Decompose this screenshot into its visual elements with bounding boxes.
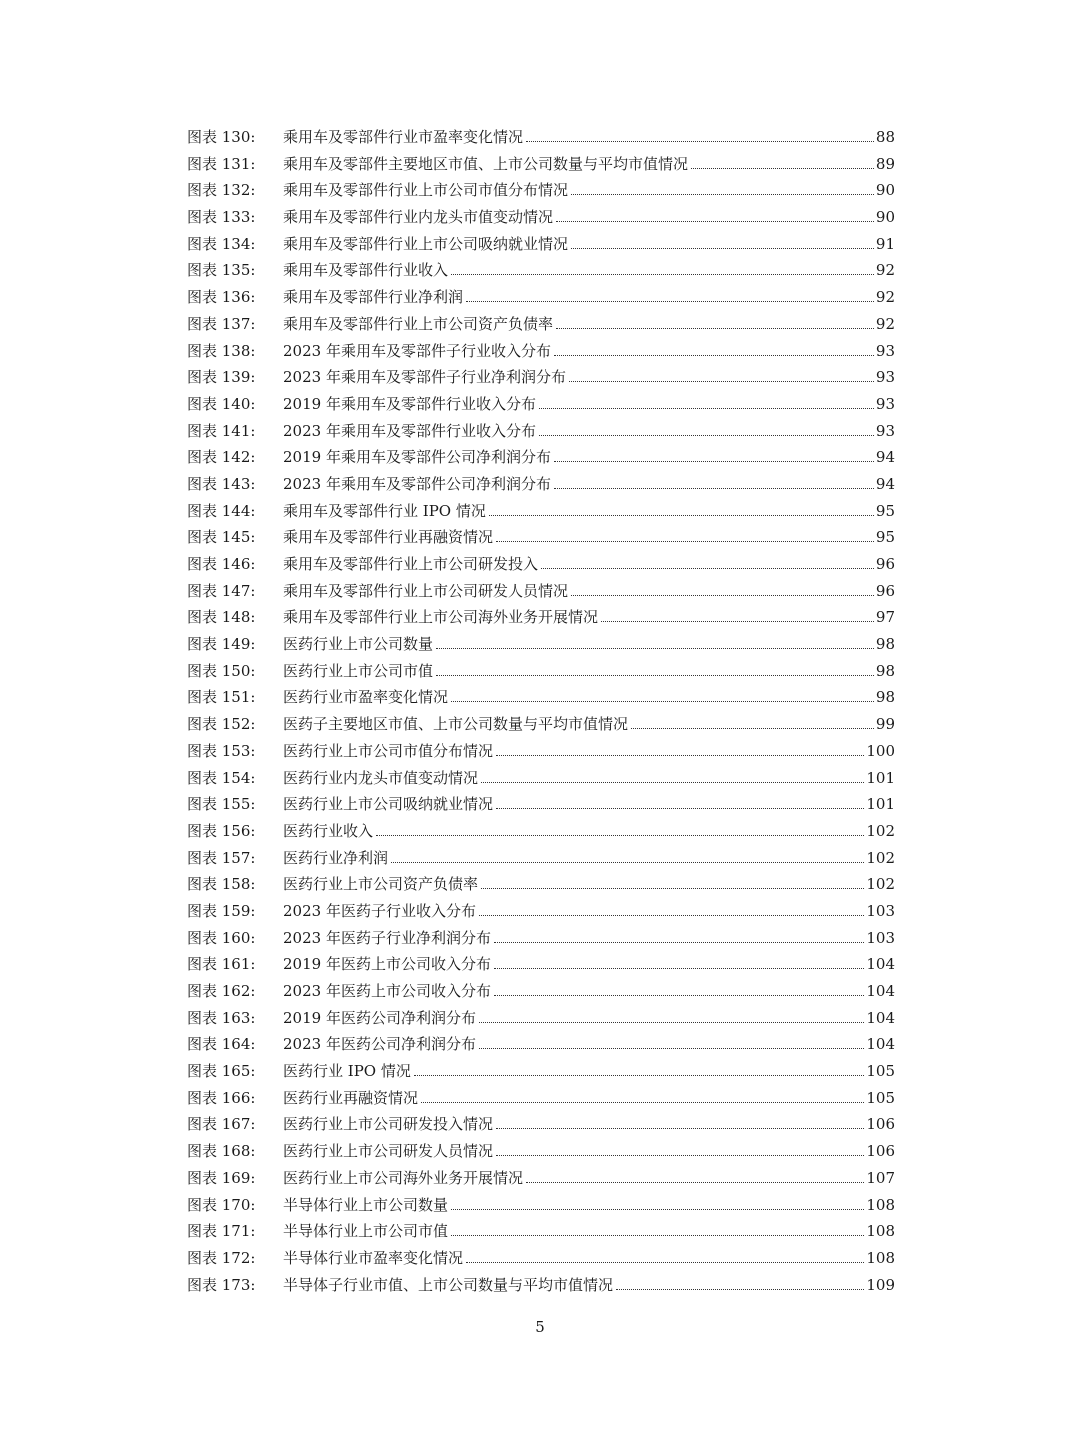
- toc-entry[interactable]: [187, 1218, 895, 1245]
- toc-entry[interactable]: [187, 551, 895, 578]
- toc-entry-title: 乘用车及零部件行业上市公司市值分布情况: [283, 181, 569, 200]
- toc-dot-leader: [691, 168, 874, 169]
- toc-entry-label: 图表 133:: [187, 208, 256, 227]
- toc-dot-leader: [494, 968, 864, 969]
- toc-entry-title: 乘用车及零部件行业 IPO 情况: [283, 501, 486, 520]
- toc-entry-title: 乘用车及零部件行业上市公司研发人员情况: [283, 581, 569, 600]
- toc-entry[interactable]: [187, 1165, 895, 1192]
- toc-entry-label: 图表 163:: [187, 1008, 256, 1027]
- toc-entry-title: 乘用车及零部件行业上市公司资产负债率: [283, 314, 554, 333]
- toc-dot-leader: [479, 1048, 864, 1049]
- toc-entry[interactable]: [187, 418, 895, 445]
- toc-entry-page: 104: [866, 955, 895, 974]
- toc-entry[interactable]: [187, 871, 895, 898]
- toc-dot-leader: [421, 1102, 864, 1103]
- toc-dot-leader: [414, 1075, 865, 1076]
- toc-entry-page: 102: [866, 875, 895, 894]
- toc-entry-title: 医药行业收入: [283, 821, 374, 840]
- toc-entry[interactable]: [187, 578, 895, 605]
- toc-entry-page: 101: [866, 795, 895, 814]
- toc-dot-leader: [526, 141, 874, 142]
- toc-entry-label: 图表 171:: [187, 1222, 256, 1241]
- toc-entry-page: 98: [875, 635, 895, 654]
- toc-entry-label: 图表 143:: [187, 474, 256, 493]
- toc-entry[interactable]: [187, 364, 895, 391]
- toc-entry[interactable]: [187, 1031, 895, 1058]
- toc-dot-leader: [496, 541, 874, 542]
- toc-entry-label: 图表 156:: [187, 821, 256, 840]
- toc-entry[interactable]: [187, 471, 895, 498]
- toc-entry-label: 图表 158:: [187, 875, 256, 894]
- toc-entry-title: 医药行业内龙头市值变动情况: [283, 768, 479, 787]
- toc-entry-title: 医药行业上市公司数量: [283, 635, 434, 654]
- toc-entry-title: 2023 年医药子行业收入分布: [283, 901, 476, 920]
- toc-dot-leader: [481, 782, 864, 783]
- toc-entry-label: 图表 147:: [187, 581, 256, 600]
- toc-dot-leader: [571, 194, 874, 195]
- toc-entry-page: 101: [866, 768, 895, 787]
- toc-entry[interactable]: [187, 1005, 895, 1032]
- toc-entry-page: 90: [875, 208, 895, 227]
- toc-entry-label: 图表 157:: [187, 848, 256, 867]
- toc-entry[interactable]: [187, 524, 895, 551]
- toc-entry-label: 图表 155:: [187, 795, 256, 814]
- toc-entry-page: 95: [875, 528, 895, 547]
- toc-entry-page: 105: [866, 1088, 895, 1107]
- toc-dot-leader: [571, 595, 874, 596]
- toc-entry[interactable]: [187, 898, 895, 925]
- toc-entry-title: 医药行业上市公司海外业务开展情况: [283, 1168, 524, 1187]
- toc-entry-page: 92: [875, 288, 895, 307]
- toc-entry-label: 图表 167:: [187, 1115, 256, 1134]
- toc-entry[interactable]: [187, 124, 895, 151]
- toc-dot-leader: [496, 1155, 864, 1156]
- toc-dot-leader: [616, 1289, 864, 1290]
- toc-dot-leader: [466, 301, 874, 302]
- toc-entry[interactable]: [187, 1245, 895, 1272]
- toc-entry-label: 图表 162:: [187, 982, 256, 1000]
- toc-dot-leader: [451, 701, 874, 702]
- toc-entry-page: 92: [875, 314, 895, 333]
- toc-entry-title: 乘用车及零部件行业净利润: [283, 288, 464, 307]
- toc-entry[interactable]: [187, 284, 895, 311]
- toc-entry-page: 90: [875, 181, 895, 200]
- toc-entry-title: 2023 年乘用车及零部件子行业净利润分布: [283, 368, 566, 387]
- toc-dot-leader: [479, 915, 864, 916]
- toc-entry-page: 93: [875, 394, 895, 413]
- toc-entry-label: 图表 159:: [187, 901, 256, 920]
- toc-entry[interactable]: [187, 791, 895, 818]
- toc-entry-label: 图表 141:: [187, 421, 256, 440]
- toc-entry-page: 93: [875, 341, 895, 360]
- toc-entry-label: 图表 137:: [187, 314, 256, 333]
- toc-entry-title: 医药子主要地区市值、上市公司数量与平均市值情况: [283, 715, 629, 734]
- toc-entry[interactable]: [187, 338, 895, 365]
- toc-entry[interactable]: [187, 925, 895, 952]
- toc-dot-leader: [526, 1182, 864, 1183]
- toc-entry-page: 106: [866, 1115, 895, 1134]
- toc-entry-page: 102: [866, 821, 895, 840]
- toc-entry[interactable]: [187, 1111, 895, 1138]
- toc-entry[interactable]: [187, 951, 895, 978]
- toc-entry-page: 94: [875, 474, 895, 493]
- toc-entry-label: 图表 144:: [187, 501, 256, 520]
- toc-entry-title: 乘用车及零部件主要地区市值、上市公司数量与平均市值情况: [283, 154, 689, 173]
- toc-entry[interactable]: [187, 1085, 895, 1112]
- toc-entry-label: 图表 169:: [187, 1168, 256, 1187]
- toc-entry-page: 88: [875, 128, 895, 146]
- toc-entry-title: 乘用车及零部件行业上市公司研发投入: [283, 555, 539, 573]
- toc-entry-title: 乘用车及零部件行业上市公司海外业务开展情况: [283, 608, 599, 627]
- toc-entry[interactable]: [187, 231, 895, 258]
- toc-entry-page: 94: [875, 448, 895, 467]
- toc-entry-title: 乘用车及零部件行业再融资情况: [283, 528, 494, 547]
- toc-entry-label: 图表 138:: [187, 341, 256, 360]
- toc-entry-label: 图表 168:: [187, 1142, 256, 1161]
- toc-dot-leader: [569, 381, 874, 382]
- toc-entry[interactable]: [187, 818, 895, 845]
- toc-entry-title: 半导体子行业市值、上市公司数量与平均市值情况: [283, 1275, 614, 1294]
- toc-dot-leader: [554, 355, 874, 356]
- toc-dot-leader: [496, 1128, 864, 1129]
- toc-entry-title: 半导体行业上市公司数量: [283, 1195, 449, 1214]
- toc-dot-leader: [436, 648, 874, 649]
- toc-entry[interactable]: [187, 1058, 895, 1085]
- toc-entry[interactable]: [187, 1272, 895, 1299]
- toc-entry-label: 图表 130:: [187, 128, 256, 146]
- toc-entry-page: 102: [866, 848, 895, 867]
- toc-entry[interactable]: [187, 1192, 895, 1219]
- toc-entry-page: 93: [875, 368, 895, 387]
- toc-entry-label: 图表 131:: [187, 154, 256, 173]
- toc-entry-label: 图表 146:: [187, 555, 256, 573]
- toc-entry[interactable]: [187, 978, 895, 1005]
- toc-entry[interactable]: [187, 684, 895, 711]
- toc-entry-label: 图表 132:: [187, 181, 256, 200]
- toc-entry-label: 图表 145:: [187, 528, 256, 547]
- toc-entry[interactable]: [187, 845, 895, 872]
- toc-entry-title: 医药行业上市公司资产负债率: [283, 875, 479, 894]
- toc-entry-title: 医药行业 IPO 情况: [283, 1062, 411, 1081]
- toc-entry-title: 2023 年乘用车及零部件行业收入分布: [283, 421, 536, 440]
- toc-entry-title: 2023 年乘用车及零部件子行业收入分布: [283, 341, 551, 360]
- toc-entry-label: 图表 153:: [187, 741, 256, 760]
- toc-dot-leader: [494, 995, 864, 996]
- toc-dot-leader: [451, 1235, 864, 1236]
- toc-entry-page: 104: [866, 1008, 895, 1027]
- toc-entry-page: 104: [866, 982, 895, 1000]
- toc-entry-page: 98: [875, 688, 895, 707]
- toc-entry-label: 图表 151:: [187, 688, 256, 707]
- toc-entry-page: 96: [875, 581, 895, 600]
- toc-entry[interactable]: [187, 257, 895, 284]
- toc-entry-title: 2019 年乘用车及零部件公司净利润分布: [283, 448, 551, 467]
- toc-entry-page: 98: [875, 661, 895, 680]
- toc-dot-leader: [466, 1262, 864, 1263]
- toc-entry-title: 医药行业上市公司市值: [283, 661, 434, 680]
- toc-dot-leader: [541, 568, 874, 569]
- toc-entry-label: 图表 164:: [187, 1035, 256, 1054]
- toc-entry-title: 半导体行业上市公司市值: [283, 1222, 449, 1241]
- toc-entry-label: 图表 173:: [187, 1275, 256, 1294]
- toc-entry-title: 2023 年医药公司净利润分布: [283, 1035, 476, 1054]
- toc-entry[interactable]: [187, 498, 895, 525]
- toc-entry-title: 2019 年医药上市公司收入分布: [283, 955, 491, 974]
- toc-entry-title: 2019 年医药公司净利润分布: [283, 1008, 476, 1027]
- toc-entry-label: 图表 161:: [187, 955, 256, 974]
- toc-entry[interactable]: [187, 311, 895, 338]
- toc-entry-title: 医药行业上市公司吸纳就业情况: [283, 795, 494, 814]
- page-number: 5: [535, 1318, 545, 1336]
- toc-entry[interactable]: [187, 604, 895, 631]
- toc-entry-label: 图表 160:: [187, 928, 256, 947]
- toc-dot-leader: [631, 728, 874, 729]
- toc-entry-page: 89: [875, 154, 895, 173]
- toc-entry-page: 92: [875, 261, 895, 280]
- toc-dot-leader: [554, 488, 874, 489]
- toc-dot-leader: [391, 862, 864, 863]
- toc-entry-label: 图表 154:: [187, 768, 256, 787]
- toc-dot-leader: [436, 675, 874, 676]
- toc-entry-title: 2023 年乘用车及零部件公司净利润分布: [283, 474, 551, 493]
- toc-entry-page: 95: [875, 501, 895, 520]
- toc-entry-label: 图表 149:: [187, 635, 256, 654]
- toc-dot-leader: [556, 221, 874, 222]
- toc-entry-title: 医药行业净利润: [283, 848, 389, 867]
- toc-dot-leader: [494, 942, 864, 943]
- toc-entry-page: 96: [875, 555, 895, 573]
- toc-entry-title: 乘用车及零部件行业上市公司吸纳就业情况: [283, 234, 569, 253]
- toc-entry-label: 图表 134:: [187, 234, 256, 253]
- toc-entry-label: 图表 170:: [187, 1195, 256, 1214]
- toc-entry-label: 图表 139:: [187, 368, 256, 387]
- toc-dot-leader: [539, 435, 874, 436]
- toc-entry-title: 医药行业上市公司市值分布情况: [283, 741, 494, 760]
- toc-entry[interactable]: [187, 765, 895, 792]
- toc-dot-leader: [571, 248, 874, 249]
- toc-entry-label: 图表 165:: [187, 1062, 256, 1081]
- toc-entry-title: 乘用车及零部件行业收入: [283, 261, 449, 280]
- toc-entry-title: 2019 年乘用车及零部件行业收入分布: [283, 394, 536, 413]
- toc-entry[interactable]: [187, 738, 895, 765]
- toc-dot-leader: [481, 888, 864, 889]
- toc-entry-label: 图表 136:: [187, 288, 256, 307]
- toc-dot-leader: [489, 515, 874, 516]
- toc-entry-title: 乘用车及零部件行业市盈率变化情况: [283, 128, 524, 146]
- toc-entry-label: 图表 140:: [187, 394, 256, 413]
- toc-dot-leader: [554, 461, 874, 462]
- toc-entry-title: 2023 年医药上市公司收入分布: [283, 982, 491, 1000]
- toc-entry-title: 医药行业上市公司研发人员情况: [283, 1142, 494, 1161]
- toc-entry[interactable]: [187, 151, 895, 178]
- toc-dot-leader: [601, 621, 874, 622]
- toc-entry-page: 99: [875, 715, 895, 734]
- toc-entry-page: 97: [875, 608, 895, 627]
- toc-entry-label: 图表 172:: [187, 1248, 256, 1267]
- toc-entry-label: 图表 152:: [187, 715, 256, 734]
- toc-entry[interactable]: [187, 711, 895, 738]
- toc-entry[interactable]: [187, 204, 895, 231]
- toc-entry-title: 医药行业市盈率变化情况: [283, 688, 449, 707]
- toc-entry-title: 医药行业上市公司研发投入情况: [283, 1115, 494, 1134]
- toc-entry[interactable]: [187, 1138, 895, 1165]
- toc-entry-page: 104: [866, 1035, 895, 1054]
- toc-entry-page: 108: [866, 1222, 895, 1241]
- toc-dot-leader: [479, 1022, 864, 1023]
- toc-entry-page: 91: [875, 234, 895, 253]
- toc-entry-label: 图表 166:: [187, 1088, 256, 1107]
- toc-entry-page: 108: [866, 1195, 895, 1214]
- toc-entry[interactable]: [187, 444, 895, 471]
- toc-entry[interactable]: [187, 658, 895, 685]
- toc-entry-page: 100: [866, 741, 895, 760]
- toc-entry-page: 108: [866, 1248, 895, 1267]
- toc-dot-leader: [496, 755, 864, 756]
- toc-dot-leader: [451, 1209, 864, 1210]
- toc-entry-page: 105: [866, 1062, 895, 1081]
- toc-dot-leader: [539, 408, 874, 409]
- toc-entry-label: 图表 150:: [187, 661, 256, 680]
- toc-dot-leader: [496, 808, 864, 809]
- toc-entry[interactable]: [187, 177, 895, 204]
- toc-entry-title: 2023 年医药子行业净利润分布: [283, 928, 491, 947]
- toc-dot-leader: [556, 328, 874, 329]
- toc-entry-page: 93: [875, 421, 895, 440]
- toc-entry-label: 图表 142:: [187, 448, 256, 467]
- toc-entry[interactable]: [187, 631, 895, 658]
- toc-entry-page: 103: [866, 901, 895, 920]
- toc-entry-page: 103: [866, 928, 895, 947]
- toc-entry-page: 106: [866, 1142, 895, 1161]
- toc-entry[interactable]: [187, 391, 895, 418]
- toc-dot-leader: [376, 835, 864, 836]
- toc-dot-leader: [451, 274, 874, 275]
- toc-entry-label: 图表 148:: [187, 608, 256, 627]
- toc-entry-page: 107: [866, 1168, 895, 1187]
- toc-entry-title: 乘用车及零部件行业内龙头市值变动情况: [283, 208, 554, 227]
- toc-entry-page: 109: [866, 1275, 895, 1294]
- table-of-figures: [187, 124, 895, 1298]
- toc-entry-label: 图表 135:: [187, 261, 256, 280]
- toc-entry-title: 医药行业再融资情况: [283, 1088, 419, 1107]
- toc-entry-title: 半导体行业市盈率变化情况: [283, 1248, 464, 1267]
